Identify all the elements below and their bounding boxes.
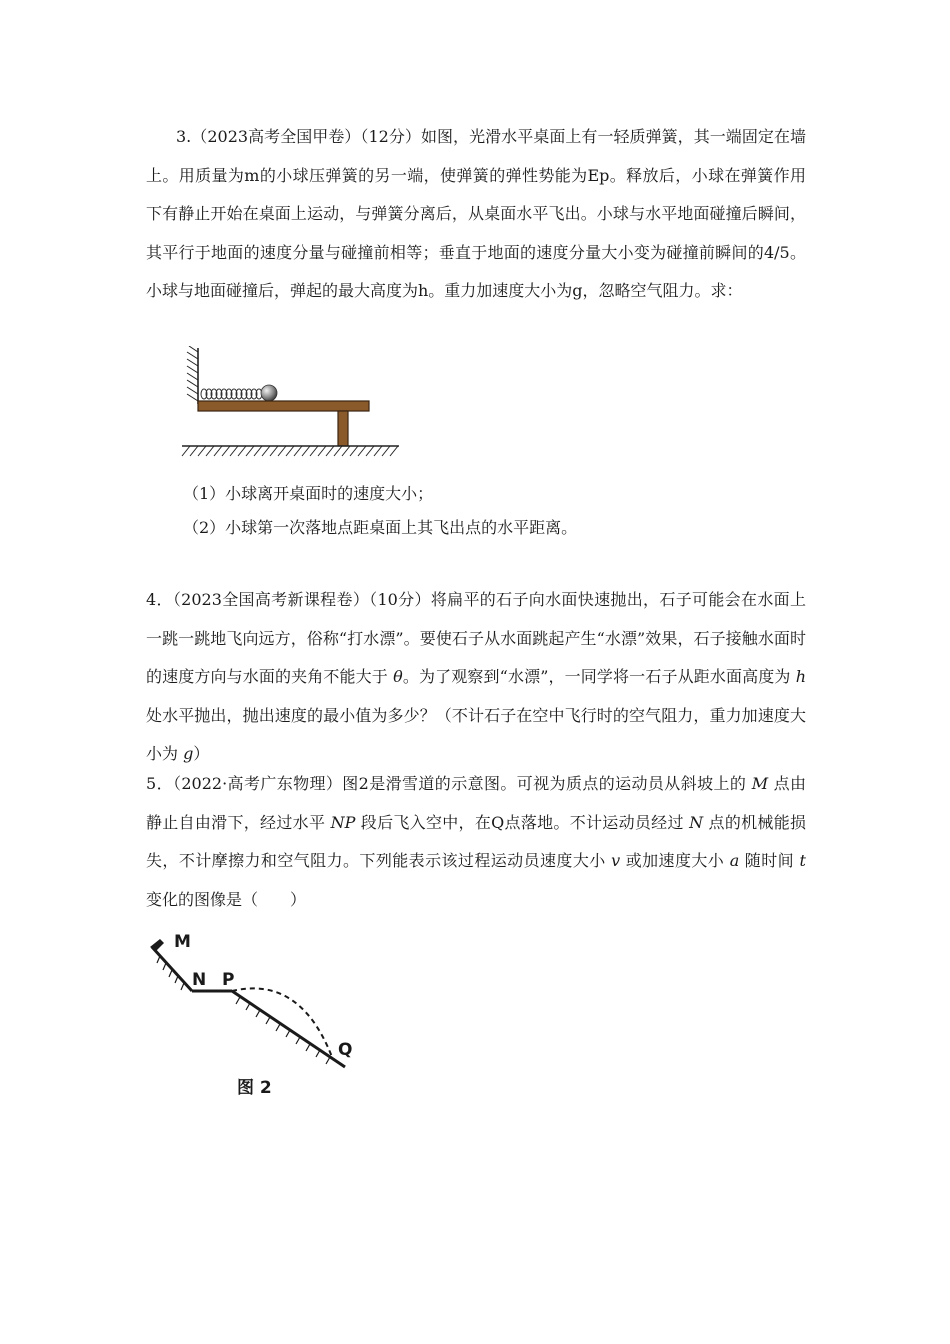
spring-coil	[201, 389, 262, 399]
label-q: Q	[338, 1040, 353, 1060]
label-n: N	[192, 970, 207, 990]
v-symbol: v	[611, 851, 621, 870]
figure-2-caption: 图 2	[237, 1078, 272, 1098]
table-top	[198, 401, 369, 411]
question-3-text: 3.（2023高考全国甲卷）（12分）如图，光滑水平桌面上有一轻质弹簧，其一端固定在墙上。用质量为m的小球压弹簧的另一端，使弹簧的弹性势能为Ep。释放后，小球在弹簧作用下有静止开始在桌面上运动，与弹簧分离后，从桌面水平飞出。小球与水平地面碰撞后瞬间，其平行于地面的速度分量与碰撞前相等；垂直于地面的速度分量大小变为碰撞前瞬间的4/5。小球与地面碰撞后，弹起的最大高度为h。重力加速度大小为g，忽略空气阻力。求：	[146, 127, 806, 300]
label-p: P	[222, 970, 235, 990]
label-m: M	[174, 932, 191, 952]
spring-table-figure	[178, 346, 403, 461]
question-3-part-1: （1）小球离开桌面时的速度大小；	[183, 484, 434, 503]
m-symbol: M	[751, 774, 769, 793]
question-4-text: 4．（2023全国高考新课程卷）（10分）将扁平的石子向水面快速抛出，石子可能会在水面上一跳一跳地飞向远方，俗称“打水漂”。要使石子从水面跳起产生“水漂”效果，石子接触水面时的速度方向与水面的夹角不能大于 θ。为了观察到“水漂”，一同学将一石子从距水面高度为 h 处水平抛出，抛出速度的最小值为多少？（不计石子在空中飞行时的空气阻力，重力加速度大小为 g）	[146, 590, 806, 763]
h-symbol: h	[795, 667, 806, 686]
ball	[261, 385, 277, 401]
question-3-part-2: （2）小球第一次落地点距桌面上其飞出点的水平距离。	[183, 518, 578, 537]
a-symbol: a	[729, 851, 740, 870]
ski-slope-figure	[140, 925, 370, 1110]
t-symbol: t	[799, 851, 806, 870]
n-symbol: N	[689, 812, 704, 832]
np-symbol: NP	[330, 812, 356, 832]
theta-symbol: θ	[393, 667, 403, 686]
table-leg	[338, 411, 348, 446]
question-5-text: 5．（2022·高考广东物理）图2是滑雪道的示意图。可视为质点的运动员从斜坡上的 M 点由静止自由滑下，经过水平 NP 段后飞入空中，在Q点落地。不计运动员经过 N 点的机械能损失，不计摩擦力和空气阻力。下列能表示该过程运动员速度大小 v 或加速度大小 a 随时间 t 变化的图像是（ ）	[146, 774, 807, 909]
g-symbol: g	[183, 744, 194, 763]
